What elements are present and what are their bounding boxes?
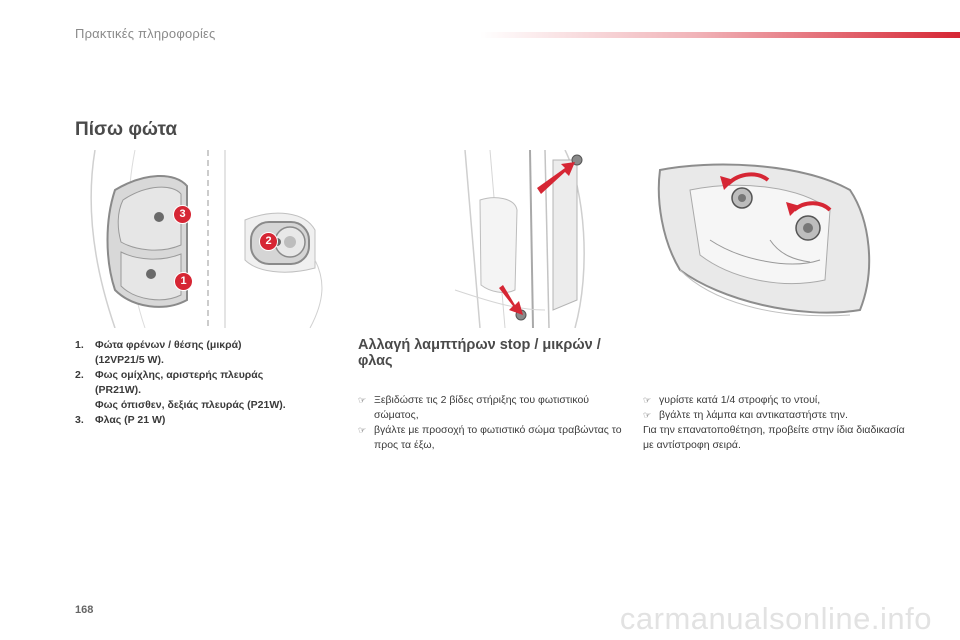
bulb-socket-illustration — [650, 150, 878, 328]
bullet-pointer-icon: ☞ — [358, 395, 367, 405]
list-item: 3. Φλας (P 21 W) — [75, 414, 166, 426]
bullet-pointer-icon: ☞ — [643, 410, 652, 420]
page-header-title: Πρακτικές πληροφορίες — [75, 26, 216, 41]
bullet-pointer-icon: ☞ — [358, 425, 367, 435]
screws-removal-illustration — [445, 150, 593, 328]
list-item: 2. Φως ομίχλης, αριστερής πλευράς (PR21W). Φως όπισθεν, δεξιάς πλευράς (P21W). — [75, 369, 286, 411]
callout-1: 1 — [174, 272, 193, 291]
tail-lamp-illustration — [75, 150, 337, 328]
parts-list — [75, 338, 345, 428]
steps-column-1 — [358, 393, 628, 453]
bullet-pointer-icon: ☞ — [643, 395, 652, 405]
reassembly-note: Για την επανατοποθέτηση, προβείτε στην ίδια διαδικασία με αντίστροφη σειρά. — [643, 424, 905, 451]
replacement-subtitle: Αλλαγή λαμπτήρων stop / μικρών / φλας — [358, 337, 601, 369]
list-item: ☞ γυρίστε κατά 1/4 στροφής το ντουί, — [643, 394, 821, 406]
header-accent-bar — [480, 32, 960, 38]
watermark: carmanualsonline.info — [619, 601, 932, 636]
section-title: Πίσω φώτα — [75, 119, 178, 140]
list-item: ☞ βγάλτε τη λάμπα και αντικαταστήστε την. — [643, 409, 848, 421]
callout-2: 2 — [259, 232, 278, 251]
list-item: ☞ Ξεβιδώστε τις 2 βίδες στήριξης του φωτιστικού σώματος, — [358, 394, 590, 421]
list-item: 1. Φώτα φρένων / θέσης (μικρά) (12VP21/5 W). — [75, 339, 242, 366]
steps-column-2 — [643, 393, 913, 423]
page-number: 168 — [75, 604, 94, 616]
list-item: ☞ βγάλτε με προσοχή το φωτιστικό σώμα τραβώντας το προς τα έξω, — [358, 424, 622, 451]
callout-3: 3 — [173, 205, 192, 224]
